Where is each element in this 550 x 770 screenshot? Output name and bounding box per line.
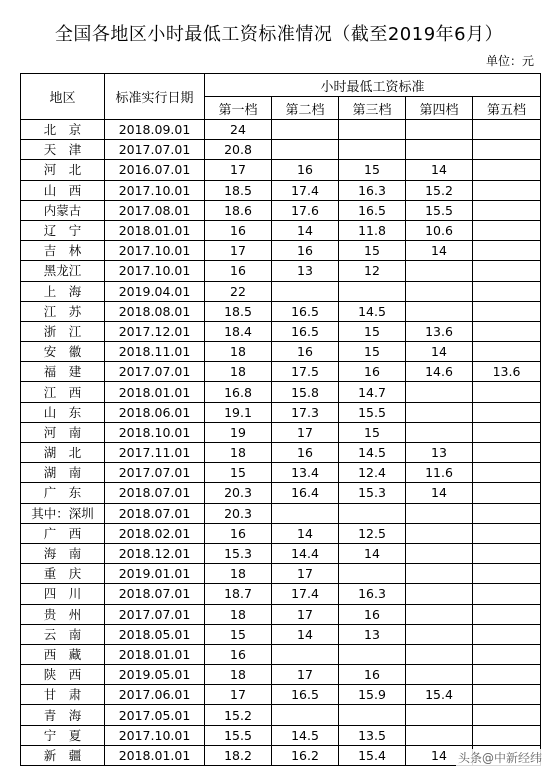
- cell-tier-4: [406, 543, 473, 563]
- table-row: [21, 483, 541, 503]
- table-row: [21, 564, 541, 584]
- cell-tier-2: 16: [272, 241, 339, 261]
- cell-tier-2: 14: [272, 523, 339, 543]
- cell-tier-2: 16: [272, 443, 339, 463]
- cell-tier-2: 16.4: [272, 483, 339, 503]
- cell-tier-1: 17: [205, 241, 272, 261]
- cell-tier-5: [473, 463, 541, 483]
- cell-tier-1: 17: [205, 685, 272, 705]
- cell-tier-1: 15: [205, 624, 272, 644]
- cell-tier-1: 16: [205, 220, 272, 240]
- cell-region: 甘 肃: [21, 685, 105, 705]
- cell-date: 2019.04.01: [105, 281, 205, 301]
- cell-date: 2018.02.01: [105, 523, 205, 543]
- cell-tier-3: 14.7: [339, 382, 406, 402]
- header-tier-5: 第五档: [473, 97, 541, 120]
- cell-date: 2018.08.01: [105, 301, 205, 321]
- cell-date: 2016.07.01: [105, 160, 205, 180]
- cell-tier-5: [473, 301, 541, 321]
- page-title: 全国各地区小时最低工资标准情况（截至2019年6月）: [54, 24, 504, 45]
- cell-tier-1: 18.7: [205, 584, 272, 604]
- cell-tier-2: [272, 120, 339, 140]
- cell-region: 浙 江: [21, 321, 105, 341]
- cell-tier-1: 16.8: [205, 382, 272, 402]
- cell-tier-2: 17: [272, 665, 339, 685]
- cell-tier-5: [473, 705, 541, 725]
- cell-tier-3: [339, 705, 406, 725]
- cell-tier-3: 16.3: [339, 180, 406, 200]
- table-row: [21, 644, 541, 664]
- cell-tier-1: 18: [205, 443, 272, 463]
- cell-tier-4: [406, 665, 473, 685]
- cell-tier-4: [406, 503, 473, 523]
- cell-tier-2: 17.4: [272, 180, 339, 200]
- cell-tier-4: [406, 624, 473, 644]
- cell-tier-5: [473, 422, 541, 442]
- cell-tier-4: 13: [406, 443, 473, 463]
- cell-tier-1: 17: [205, 160, 272, 180]
- table-row: [21, 503, 541, 523]
- cell-region: 云 南: [21, 624, 105, 644]
- cell-tier-5: [473, 584, 541, 604]
- cell-date: 2018.06.01: [105, 402, 205, 422]
- cell-tier-3: [339, 503, 406, 523]
- cell-tier-5: [473, 685, 541, 705]
- cell-region: 内蒙古: [21, 200, 105, 220]
- cell-tier-4: 14.6: [406, 362, 473, 382]
- cell-tier-4: [406, 584, 473, 604]
- cell-region: 安 徽: [21, 342, 105, 362]
- cell-tier-2: 17.5: [272, 362, 339, 382]
- cell-tier-2: 17.6: [272, 200, 339, 220]
- cell-tier-2: 13: [272, 261, 339, 281]
- cell-tier-1: 24: [205, 120, 272, 140]
- table-row: [21, 241, 541, 261]
- cell-date: 2018.01.01: [105, 745, 205, 765]
- table-row: [21, 443, 541, 463]
- cell-tier-5: [473, 503, 541, 523]
- cell-region: 青 海: [21, 705, 105, 725]
- cell-tier-4: 15.4: [406, 685, 473, 705]
- cell-tier-5: [473, 120, 541, 140]
- cell-tier-4: 14: [406, 160, 473, 180]
- cell-tier-2: [272, 705, 339, 725]
- cell-tier-5: [473, 321, 541, 341]
- cell-tier-3: 15: [339, 321, 406, 341]
- cell-date: 2017.12.01: [105, 321, 205, 341]
- cell-tier-3: 14: [339, 543, 406, 563]
- cell-tier-1: 20.3: [205, 503, 272, 523]
- table-row: [21, 160, 541, 180]
- cell-tier-4: 13.6: [406, 321, 473, 341]
- cell-tier-5: [473, 564, 541, 584]
- table-row: [21, 463, 541, 483]
- cell-date: 2017.07.01: [105, 140, 205, 160]
- cell-tier-3: 16.5: [339, 200, 406, 220]
- cell-date: 2018.01.01: [105, 220, 205, 240]
- cell-tier-1: 16: [205, 523, 272, 543]
- cell-tier-2: 17: [272, 604, 339, 624]
- cell-region: 江 西: [21, 382, 105, 402]
- cell-tier-3: 15.5: [339, 402, 406, 422]
- cell-tier-4: 14: [406, 241, 473, 261]
- cell-tier-5: [473, 140, 541, 160]
- table-row: [21, 382, 541, 402]
- cell-tier-3: 15.4: [339, 745, 406, 765]
- cell-tier-4: [406, 644, 473, 664]
- cell-region: 上 海: [21, 281, 105, 301]
- cell-tier-2: 17.3: [272, 402, 339, 422]
- cell-tier-2: 13.4: [272, 463, 339, 483]
- cell-region: 西 藏: [21, 644, 105, 664]
- cell-date: 2018.07.01: [105, 503, 205, 523]
- cell-region: 重 庆: [21, 564, 105, 584]
- table-row: [21, 725, 541, 745]
- cell-region: 辽 宁: [21, 220, 105, 240]
- cell-tier-2: 14: [272, 220, 339, 240]
- cell-tier-4: 14: [406, 483, 473, 503]
- cell-tier-4: [406, 402, 473, 422]
- cell-tier-5: [473, 220, 541, 240]
- cell-date: 2018.07.01: [105, 483, 205, 503]
- cell-tier-2: [272, 281, 339, 301]
- cell-tier-3: 12: [339, 261, 406, 281]
- cell-tier-5: [473, 382, 541, 402]
- cell-tier-5: [473, 180, 541, 200]
- cell-region: 江 苏: [21, 301, 105, 321]
- cell-tier-3: 15: [339, 422, 406, 442]
- cell-tier-1: 20.8: [205, 140, 272, 160]
- table-row: [21, 624, 541, 644]
- cell-tier-2: 16: [272, 342, 339, 362]
- table-row: [21, 281, 541, 301]
- cell-tier-3: 15.3: [339, 483, 406, 503]
- cell-region: 湖 南: [21, 463, 105, 483]
- cell-tier-4: [406, 422, 473, 442]
- cell-date: 2019.01.01: [105, 564, 205, 584]
- cell-date: 2018.12.01: [105, 543, 205, 563]
- cell-date: 2018.05.01: [105, 624, 205, 644]
- table-row: [21, 543, 541, 563]
- cell-tier-3: 15: [339, 241, 406, 261]
- cell-tier-2: 14.4: [272, 543, 339, 563]
- cell-region: 海 南: [21, 543, 105, 563]
- table-row: [21, 220, 541, 240]
- watermark: 头条@中新经纬: [457, 751, 542, 765]
- cell-date: 2017.07.01: [105, 604, 205, 624]
- cell-date: 2018.09.01: [105, 120, 205, 140]
- cell-tier-1: 15.5: [205, 725, 272, 745]
- cell-region: 四 川: [21, 584, 105, 604]
- cell-tier-4: [406, 725, 473, 745]
- cell-tier-1: 18.6: [205, 200, 272, 220]
- cell-tier-4: 10.6: [406, 220, 473, 240]
- cell-region: 贵 州: [21, 604, 105, 624]
- cell-tier-3: 14.5: [339, 443, 406, 463]
- cell-tier-3: 14.5: [339, 301, 406, 321]
- table-row: [21, 120, 541, 140]
- cell-tier-5: [473, 241, 541, 261]
- cell-date: 2017.10.01: [105, 180, 205, 200]
- cell-region: 广 西: [21, 523, 105, 543]
- cell-region: 福 建: [21, 362, 105, 382]
- cell-tier-3: [339, 140, 406, 160]
- header-tier-2: 第二档: [272, 97, 339, 120]
- cell-tier-3: 13: [339, 624, 406, 644]
- cell-date: 2017.10.01: [105, 261, 205, 281]
- table-row: [21, 261, 541, 281]
- cell-date: 2019.05.01: [105, 665, 205, 685]
- cell-region: 吉 林: [21, 241, 105, 261]
- table-row: [21, 523, 541, 543]
- cell-tier-3: 16.3: [339, 584, 406, 604]
- cell-tier-1: 22: [205, 281, 272, 301]
- cell-tier-3: [339, 281, 406, 301]
- cell-region: 河 北: [21, 160, 105, 180]
- cell-tier-5: [473, 725, 541, 745]
- table-row: [21, 584, 541, 604]
- wage-table: [20, 73, 541, 766]
- cell-tier-2: 16.5: [272, 301, 339, 321]
- table-row: [21, 180, 541, 200]
- table-row: [21, 200, 541, 220]
- cell-tier-2: 16.2: [272, 745, 339, 765]
- cell-tier-4: [406, 281, 473, 301]
- cell-tier-1: 18.5: [205, 301, 272, 321]
- cell-tier-5: [473, 443, 541, 463]
- cell-tier-2: 16: [272, 160, 339, 180]
- cell-tier-3: 16: [339, 362, 406, 382]
- cell-date: 2017.08.01: [105, 200, 205, 220]
- cell-tier-4: [406, 705, 473, 725]
- cell-tier-5: [473, 644, 541, 664]
- cell-date: 2018.01.01: [105, 382, 205, 402]
- cell-tier-3: 16: [339, 665, 406, 685]
- cell-date: 2017.07.01: [105, 463, 205, 483]
- cell-tier-3: 15: [339, 160, 406, 180]
- cell-tier-3: 12.4: [339, 463, 406, 483]
- header-tier-4: 第四档: [406, 97, 473, 120]
- cell-tier-5: [473, 261, 541, 281]
- cell-tier-5: [473, 665, 541, 685]
- cell-tier-2: 17: [272, 564, 339, 584]
- cell-tier-5: [473, 281, 541, 301]
- cell-region: 新 疆: [21, 745, 105, 765]
- cell-tier-1: 16: [205, 644, 272, 664]
- cell-tier-5: [473, 160, 541, 180]
- cell-tier-2: [272, 140, 339, 160]
- cell-tier-1: 18: [205, 564, 272, 584]
- cell-tier-4: [406, 604, 473, 624]
- cell-tier-4: [406, 523, 473, 543]
- cell-tier-1: 15.3: [205, 543, 272, 563]
- cell-region: 广 东: [21, 483, 105, 503]
- cell-tier-2: 17.4: [272, 584, 339, 604]
- cell-tier-4: [406, 301, 473, 321]
- cell-tier-3: 12.5: [339, 523, 406, 543]
- cell-tier-4: [406, 120, 473, 140]
- cell-date: 2018.07.01: [105, 584, 205, 604]
- cell-tier-5: [473, 200, 541, 220]
- cell-region: 黑龙江: [21, 261, 105, 281]
- cell-date: 2017.10.01: [105, 241, 205, 261]
- cell-tier-1: 20.3: [205, 483, 272, 503]
- header-tier-1: 第一档: [205, 97, 272, 120]
- cell-tier-3: [339, 120, 406, 140]
- cell-tier-3: [339, 644, 406, 664]
- cell-tier-5: [473, 523, 541, 543]
- cell-tier-1: 18.4: [205, 321, 272, 341]
- table-row: [21, 362, 541, 382]
- cell-tier-1: 19: [205, 422, 272, 442]
- cell-tier-1: 18: [205, 362, 272, 382]
- cell-tier-5: [473, 604, 541, 624]
- cell-tier-5: [473, 342, 541, 362]
- cell-tier-5: [473, 402, 541, 422]
- cell-tier-2: 16.5: [272, 321, 339, 341]
- table-row: [21, 301, 541, 321]
- cell-tier-4: 14: [406, 745, 473, 765]
- cell-tier-4: [406, 261, 473, 281]
- table-row: [21, 705, 541, 725]
- table-row: [21, 422, 541, 442]
- cell-tier-4: 15.2: [406, 180, 473, 200]
- cell-region: 山 西: [21, 180, 105, 200]
- cell-tier-4: [406, 564, 473, 584]
- cell-region: 天 津: [21, 140, 105, 160]
- cell-tier-3: 16: [339, 604, 406, 624]
- cell-tier-1: 15.2: [205, 705, 272, 725]
- header-date: 标准实行日期: [105, 74, 205, 120]
- table-row: [21, 665, 541, 685]
- cell-tier-4: [406, 140, 473, 160]
- cell-region: 河 南: [21, 422, 105, 442]
- cell-date: 2018.10.01: [105, 422, 205, 442]
- cell-tier-3: 11.8: [339, 220, 406, 240]
- table-row: [21, 604, 541, 624]
- cell-tier-2: 15.8: [272, 382, 339, 402]
- header-tier-3: 第三档: [339, 97, 406, 120]
- cell-date: 2017.06.01: [105, 685, 205, 705]
- cell-tier-4: [406, 382, 473, 402]
- cell-tier-1: 18: [205, 665, 272, 685]
- cell-tier-5: [473, 624, 541, 644]
- cell-region: 湖 北: [21, 443, 105, 463]
- cell-tier-2: [272, 644, 339, 664]
- cell-tier-5: [473, 483, 541, 503]
- cell-region: 山 东: [21, 402, 105, 422]
- cell-date: 2017.10.01: [105, 725, 205, 745]
- table-row: [21, 140, 541, 160]
- header-region: 地区: [21, 74, 105, 120]
- cell-tier-2: 14.5: [272, 725, 339, 745]
- cell-tier-1: 18.5: [205, 180, 272, 200]
- table-row: [21, 342, 541, 362]
- cell-region: 北 京: [21, 120, 105, 140]
- cell-tier-2: [272, 503, 339, 523]
- table-row: [21, 402, 541, 422]
- cell-tier-3: 15.9: [339, 685, 406, 705]
- table-row: [21, 321, 541, 341]
- cell-tier-5: 13.6: [473, 362, 541, 382]
- unit-label: 单位：元: [485, 54, 534, 68]
- cell-date: 2017.07.01: [105, 362, 205, 382]
- cell-region: 陕 西: [21, 665, 105, 685]
- cell-tier-1: 19.1: [205, 402, 272, 422]
- cell-region: 其中：深圳: [21, 503, 105, 523]
- cell-date: 2018.11.01: [105, 342, 205, 362]
- header-wage-group: 小时最低工资标准: [205, 74, 541, 97]
- cell-date: 2017.11.01: [105, 443, 205, 463]
- table-body: [21, 120, 541, 766]
- cell-tier-1: 18.2: [205, 745, 272, 765]
- cell-tier-1: 16: [205, 261, 272, 281]
- cell-tier-1: 18: [205, 604, 272, 624]
- cell-tier-3: 13.5: [339, 725, 406, 745]
- cell-tier-4: 14: [406, 342, 473, 362]
- cell-tier-5: [473, 543, 541, 563]
- cell-tier-4: 11.6: [406, 463, 473, 483]
- cell-tier-3: [339, 564, 406, 584]
- table-row: [21, 685, 541, 705]
- cell-date: 2017.05.01: [105, 705, 205, 725]
- cell-tier-2: 17: [272, 422, 339, 442]
- cell-tier-3: 15: [339, 342, 406, 362]
- cell-tier-2: 14: [272, 624, 339, 644]
- cell-tier-1: 18: [205, 342, 272, 362]
- cell-tier-4: 15.5: [406, 200, 473, 220]
- cell-tier-2: 16.5: [272, 685, 339, 705]
- cell-tier-1: 15: [205, 463, 272, 483]
- cell-date: 2018.01.01: [105, 644, 205, 664]
- cell-region: 宁 夏: [21, 725, 105, 745]
